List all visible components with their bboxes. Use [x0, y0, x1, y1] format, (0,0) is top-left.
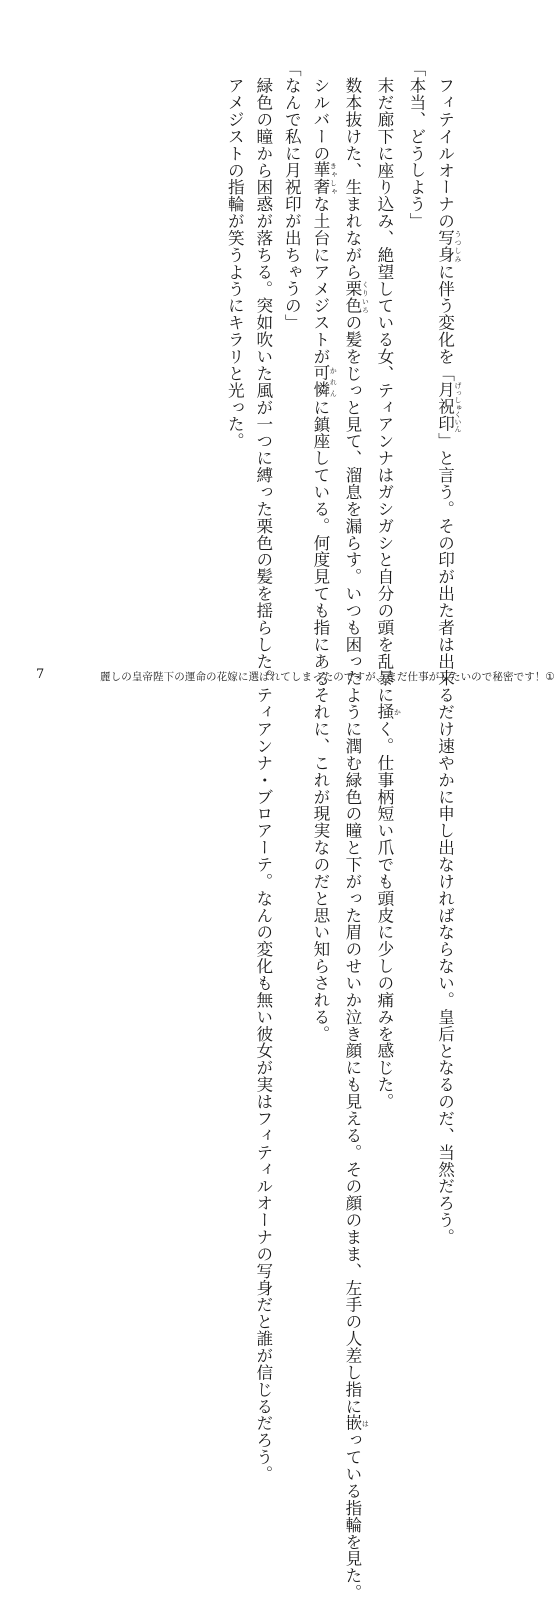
- paragraph: シルバーの華奢 きゃしゃな土台にアメジストが可憐 かれんに鎮座している。何度見ても指にあるそれに、これが現実なのだと思い知らされる。: [310, 76, 338, 1042]
- dialogue-line: 「なんで私に月祝印が出ちゃうの」: [282, 60, 302, 331]
- paragraph: 数本抜けた、生まれながら栗色 くりいろの髪をじっと見て、溜息を漏らす。いつも困ったように潤む緑色の瞳と下がった眉のせいか泣き顔にも見える。その顔のまま、左手の人差し指に嵌 はっている指輪を見た。: [342, 76, 370, 1601]
- paragraph: 末だ廊下に座り込み、絶望している女、ティアンナはガシガシと自分の頭を乱暴に掻 かく。仕事柄短い爪でも頭皮に少しの痛みを感じた。: [374, 76, 402, 1110]
- page-footer: [0, 667, 555, 687]
- paragraph: フィテイルオーナの写身 うつしみに伴う変化を「月祝印 げっしゅくいん」と言う。その印が出た者は出来るだけ速やかに申し出なければならない。皇后となるのだ、当然だろう。: [435, 76, 462, 1245]
- dialogue-line: 「本当、どうしよう」: [406, 60, 426, 230]
- page-number: 7: [36, 667, 45, 682]
- paragraph: 緑色の瞳から困惑が落ちる。突如吹いた風が一つに縛った栗色の髪を揺らした。ティアンナ・ブロアーテ。なんの変化も無い彼女が実はフィティルオーナの写身だと誰が信じるだろう。: [253, 76, 273, 1482]
- paragraph: アメジストの指輪が笑うようにキラリと光った。: [225, 76, 245, 450]
- running-title: 麗しの皇帝陛下の運命の花嫁に選ばれてしまったのですが、まだ仕事がしたいので秘密です！①: [100, 671, 555, 683]
